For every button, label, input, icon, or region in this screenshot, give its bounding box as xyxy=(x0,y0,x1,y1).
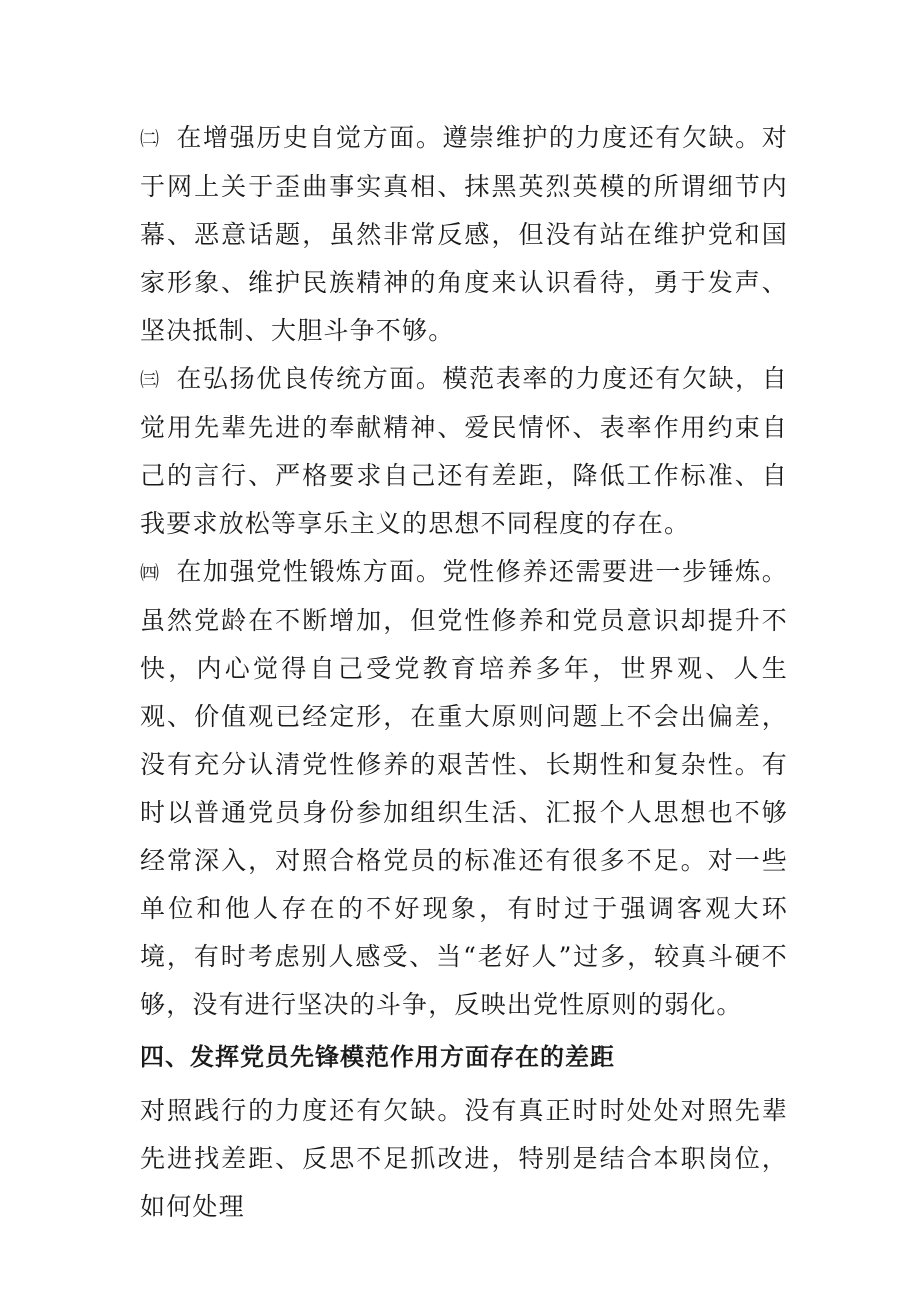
closing-paragraph: 对照践行的力度还有欠缺。没有真正时时处处对照先辈先进找差距、反思不足抓改进，特别是结合本职岗位，如何处理 xyxy=(140,1096,788,1221)
document-body xyxy=(140,114,788,1231)
section-3-paragraph xyxy=(140,355,788,548)
section-3-text: 在弘扬优良传统方面。模范表率的力度还有欠缺，自觉用先辈先进的奉献精神、爱民情怀、表率作用约束自己的言行、严格要求自己还有差距，降低工作标准、自我要求放松等享乐主义的思想不同程度的存在。 xyxy=(140,364,788,538)
section-4-text: 在加强党性锻炼方面。党性修养还需要进一步锤炼。虽然党龄在不断增加，但党性修养和党员意识却提升不快，内心觉得自己受党教育培养多年，世界观、人生观、价值观已经定形，在重大原则问题上不会出偏差，没有充分认清党性修养的艰苦性、长期性和复杂性。有时以普通党员身份参加组织生活、汇报个人思想也不够经常深入，对照合格党员的标准还有很多不足。对一些单位和他人存在的不好现象，有时过于强调客观大环境，有时考虑别人感受、当“老好人”过多，较真斗硬不够，没有进行坚决的斗争，反映出党性原则的弱化。 xyxy=(140,557,788,1019)
section-2-marker: ㈡ xyxy=(140,128,160,150)
section-4-marker: ㈣ xyxy=(140,562,160,584)
section-2-paragraph xyxy=(140,114,788,355)
section-heading: 四、发挥党员先锋模范作用方面存在的差距 xyxy=(140,1043,615,1071)
section-2-text: 在增强历史自觉方面。遵崇维护的力度还有欠缺。对于网上关于歪曲事实真相、抹黑英烈英模的所谓细节内幕、恶意话题，虽然非常反感，但没有站在维护党和国家形象、维护民族精神的角度来认识看待，勇于发声、坚决抵制、大胆斗争不够。 xyxy=(140,123,788,345)
section-4-paragraph xyxy=(140,548,788,1029)
section-3-marker: ㈢ xyxy=(140,369,160,391)
